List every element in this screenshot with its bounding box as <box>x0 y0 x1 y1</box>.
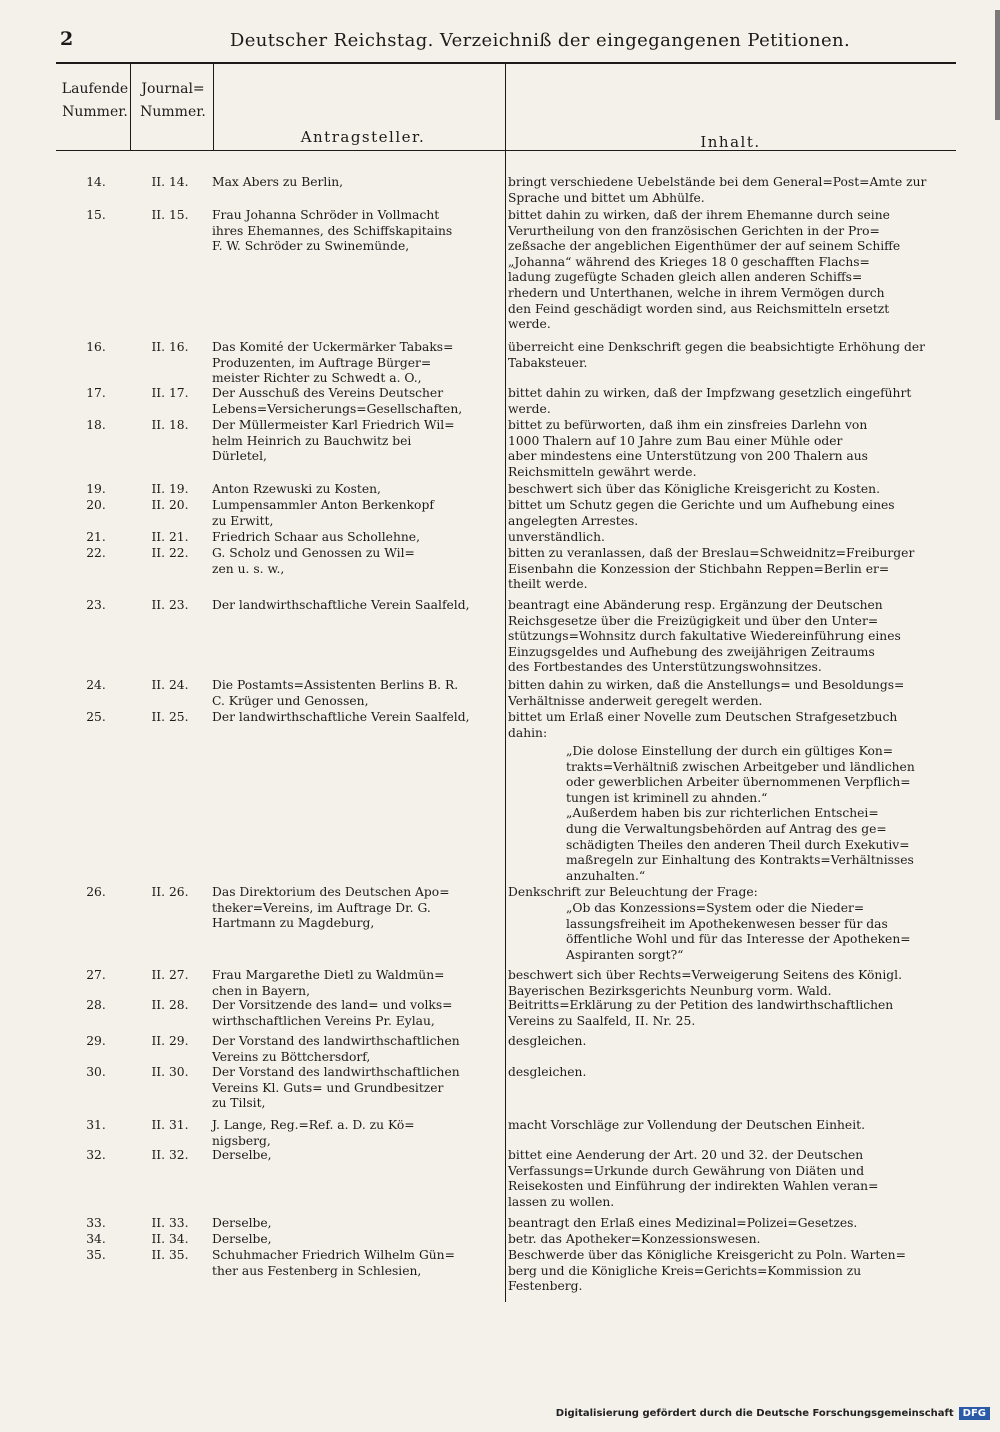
column-header-rule <box>56 150 956 151</box>
journal-nummer: II. 16. <box>151 340 189 354</box>
antragsteller: Der Ausschuß des Vereins Deutscher Lebens=Versicherungs=Gesellschaften, <box>212 386 463 416</box>
column-header-inhalt: Inhalt. <box>700 133 761 151</box>
column-header-laufende-line2: Nummer. <box>62 104 128 120</box>
column-header-laufende <box>60 78 130 124</box>
laufende-nummer: 20. <box>86 498 106 512</box>
laufende-nummer: 27. <box>86 968 106 982</box>
antragsteller: Lumpensammler Anton Berkenkopf zu Erwitt, <box>212 498 434 528</box>
inhalt: desgleichen. <box>508 1065 587 1079</box>
footer <box>556 1407 990 1420</box>
inhalt: Denkschrift zur Beleuchtung der Frage: <box>508 885 758 899</box>
antragsteller: Derselbe, <box>212 1216 272 1230</box>
journal-nummer: II. 15. <box>151 208 189 222</box>
column-header-journal <box>133 78 213 124</box>
column-header-journal-line1: Journal= <box>141 81 205 97</box>
column-divider-1 <box>130 62 131 150</box>
laufende-nummer: 31. <box>86 1118 106 1132</box>
laufende-nummer: 23. <box>86 598 106 612</box>
laufende-nummer: 30. <box>86 1065 106 1079</box>
inhalt: bitten zu veranlassen, daß der Breslau=Schweidnitz=Freiburger Eisenbahn die Konzession der Stichbahn Reppen=Berlin er= theilt werde. <box>508 546 915 592</box>
inhalt: bittet um Schutz gegen die Gerichte und um Aufhebung eines angelegten Arrestes. <box>508 498 895 528</box>
inhalt: desgleichen. <box>508 1034 587 1048</box>
column-header-journal-line2: Nummer. <box>140 104 206 120</box>
antragsteller: Der Vorstand des landwirthschaftlichen Vereins zu Böttchersdorf, <box>212 1034 460 1064</box>
laufende-nummer: 29. <box>86 1034 106 1048</box>
antragsteller: Der Müllermeister Karl Friedrich Wil= helm Heinrich zu Bauchwitz bei Dürletel, <box>212 418 455 464</box>
laufende-nummer: 32. <box>86 1148 106 1162</box>
column-header-antragsteller: Antragsteller. <box>300 128 426 146</box>
column-header-laufende-line1: Laufende <box>61 81 129 97</box>
antragsteller: Frau Johanna Schröder in Vollmacht ihres Ehemannes, des Schiffskapitains F. W. Schröder zu Swinemünde, <box>212 208 453 254</box>
journal-nummer: II. 17. <box>151 386 189 400</box>
page-number: 2 <box>60 28 74 50</box>
laufende-nummer: 24. <box>86 678 106 692</box>
antragsteller: J. Lange, Reg.=Ref. a. D. zu Kö= nigsberg, <box>212 1118 415 1148</box>
antragsteller: Die Postamts=Assistenten Berlins B. R. C. Krüger und Genossen, <box>212 678 459 708</box>
journal-nummer: II. 19. <box>151 482 189 496</box>
inhalt: unverständlich. <box>508 530 605 544</box>
inhalt: beantragt den Erlaß eines Medizinal=Polizei=Gesetzes. <box>508 1216 858 1230</box>
antragsteller: Das Komité der Uckermärker Tabaks= Produzenten, im Auftrage Bürger= meister Richter zu Schwedt a. O., <box>212 340 454 386</box>
journal-nummer: II. 27. <box>151 968 189 982</box>
laufende-nummer: 16. <box>86 340 106 354</box>
laufende-nummer: 14. <box>86 175 106 189</box>
journal-nummer: II. 22. <box>151 546 189 560</box>
laufende-nummer: 19. <box>86 482 106 496</box>
column-divider-2 <box>213 62 214 150</box>
journal-nummer: II. 35. <box>151 1248 189 1262</box>
laufende-nummer: 25. <box>86 710 106 724</box>
laufende-nummer: 28. <box>86 998 106 1012</box>
journal-nummer: II. 24. <box>151 678 189 692</box>
inhalt: bittet dahin zu wirken, daß der Impfzwang gesetzlich eingeführt werde. <box>508 386 912 416</box>
antragsteller: Max Abers zu Berlin, <box>212 175 344 189</box>
inhalt: überreicht eine Denkschrift gegen die beabsichtigte Erhöhung der Tabaksteuer. <box>508 340 925 370</box>
header-rule <box>56 62 956 64</box>
antragsteller: Anton Rzewuski zu Kosten, <box>212 482 381 496</box>
scan-edge-mark <box>995 10 1000 120</box>
journal-nummer: II. 20. <box>151 498 189 512</box>
journal-nummer: II. 18. <box>151 418 189 432</box>
laufende-nummer: 35. <box>86 1248 106 1262</box>
journal-nummer: II. 28. <box>151 998 189 1012</box>
antragsteller: Schuhmacher Friedrich Wilhelm Gün= ther aus Festenberg in Schlesien, <box>212 1248 455 1278</box>
antragsteller: Friedrich Schaar aus Schollehne, <box>212 530 420 544</box>
laufende-nummer: 18. <box>86 418 106 432</box>
inhalt: bittet eine Aenderung der Art. 20 und 32. der Deutschen Verfassungs=Urkunde durch Gewährung von Diäten und Reisekosten und Einführung der indirekten Wahlen veran= lassen zu wollen. <box>508 1148 879 1209</box>
page-title: Deutscher Reichstag. Verzeichniß der eingegangenen Petitionen. <box>229 30 851 51</box>
inhalt: betr. das Apotheker=Konzessionswesen. <box>508 1232 761 1246</box>
antragsteller: Derselbe, <box>212 1232 272 1246</box>
column-divider-3 <box>505 62 506 1302</box>
journal-nummer: II. 25. <box>151 710 189 724</box>
inhalt: Beitritts=Erklärung zu der Petition des landwirthschaftlichen Vereins zu Saalfeld, II. Nr. 25. <box>508 998 894 1028</box>
inhalt-quote: „Ob das Konzessions=System oder die Nieder= lassungsfreiheit im Apothekenwesen besser für das öffentliche Wohl und für das Interesse der Apotheken= Aspiranten sorgt?“ <box>566 901 911 962</box>
journal-nummer: II. 30. <box>151 1065 189 1079</box>
journal-nummer: II. 26. <box>151 885 189 899</box>
journal-nummer: II. 33. <box>151 1216 189 1230</box>
laufende-nummer: 17. <box>86 386 106 400</box>
journal-nummer: II. 32. <box>151 1148 189 1162</box>
footer-text: Digitalisierung gefördert durch die Deutsche Forschungsgemeinschaft <box>555 1408 954 1419</box>
journal-nummer: II. 21. <box>151 530 189 544</box>
dfg-logo: DFG <box>959 1407 990 1420</box>
antragsteller: G. Scholz und Genossen zu Wil= zen u. s. w., <box>212 546 415 576</box>
antragsteller: Der Vorstand des landwirthschaftlichen Vereins Kl. Guts= und Grundbesitzer zu Tilsit, <box>212 1065 460 1111</box>
inhalt: Beschwerde über das Königliche Kreisgericht zu Poln. Warten= berg und die Königliche Kreis=Gerichts=Kommission zu Festenberg. <box>508 1248 906 1294</box>
inhalt: beschwert sich über das Königliche Kreisgericht zu Kosten. <box>508 482 881 496</box>
inhalt: bitten dahin zu wirken, daß die Anstellungs= und Besoldungs= Verhältnisse anderweit geregelt werden. <box>508 678 905 708</box>
inhalt: bittet um Erlaß einer Novelle zum Deutschen Strafgesetzbuch dahin: <box>508 710 898 740</box>
laufende-nummer: 26. <box>86 885 106 899</box>
antragsteller: Frau Margarethe Dietl zu Waldmün= chen in Bayern, <box>212 968 445 998</box>
journal-nummer: II. 23. <box>151 598 189 612</box>
journal-nummer: II. 34. <box>151 1232 189 1246</box>
laufende-nummer: 22. <box>86 546 106 560</box>
laufende-nummer: 21. <box>86 530 106 544</box>
inhalt: beantragt eine Abänderung resp. Ergänzung der Deutschen Reichsgesetze über die Freizügigkeit und über den Unter= stützungs=Wohnsitz durch fakultative Wiedereinführung eines Einzugsgeldes und Aufhebung des zweijährigen Zeitraums des Fortbestandes des Unterstützungswohnsitzes. <box>508 598 901 675</box>
laufende-nummer: 33. <box>86 1216 106 1230</box>
antragsteller: Der landwirthschaftliche Verein Saalfeld, <box>212 598 470 612</box>
inhalt: bittet zu befürworten, daß ihm ein zinsfreies Darlehn von 1000 Thalern auf 10 Jahre zum Bau einer Mühle oder aber mindestens eine Unterstützung von 200 Thalern aus Reichsmitteln gewährt werde. <box>508 418 868 479</box>
antragsteller: Das Direktorium des Deutschen Apo= theker=Vereins, im Auftrage Dr. G. Hartmann zu Magdeburg, <box>212 885 450 931</box>
antragsteller: Der Vorsitzende des land= und volks= wirthschaftlichen Vereins Pr. Eylau, <box>212 998 453 1028</box>
inhalt: bittet dahin zu wirken, daß der ihrem Ehemanne durch seine Verurtheilung von den französischen Gerichten in der Pro= zeßsache der angeblichen Eigenthümer der auf seinem Schiffe „Johanna“ während des Krieges 18 0 geschafften Flachs= ladung zugefügte Schaden gleich allen anderen Schiffs= rhedern und Unterthanen, welche in ihrem Vermögen durch den Feind geschädigt worden sind, aus Reichsmitteln ersetzt werde. <box>508 208 901 332</box>
inhalt: beschwert sich über Rechts=Verweigerung Seitens des Königl. Bayerischen Bezirksgerichts Neunburg vorm. Wald. <box>508 968 902 998</box>
laufende-nummer: 34. <box>86 1232 106 1246</box>
inhalt: macht Vorschläge zur Vollendung der Deutschen Einheit. <box>508 1118 865 1132</box>
inhalt: bringt verschiedene Uebelstände bei dem General=Post=Amte zur Sprache und bittet um Abhülfe. <box>508 175 927 205</box>
laufende-nummer: 15. <box>86 208 106 222</box>
journal-nummer: II. 14. <box>151 175 189 189</box>
inhalt-quote: „Die dolose Einstellung der durch ein gültiges Kon= trakts=Verhältniß zwischen Arbeitgeber und ländlichen oder gewerblichen Arbeiter übernommenen Verpflich= tungen ist kriminell zu ahnden.“ „Außerdem haben bis zur richterlichen Entschei= dung die Verwaltungsbehörden auf Antrag des ge= schädigten Theiles den anderen Theil durch Exekutiv= maßregeln zur Einhaltung des Kontrakts=Verhältnisses anzuhalten.“ <box>566 744 915 883</box>
antragsteller: Derselbe, <box>212 1148 272 1162</box>
journal-nummer: II. 29. <box>151 1034 189 1048</box>
journal-nummer: II. 31. <box>151 1118 189 1132</box>
antragsteller: Der landwirthschaftliche Verein Saalfeld, <box>212 710 470 724</box>
